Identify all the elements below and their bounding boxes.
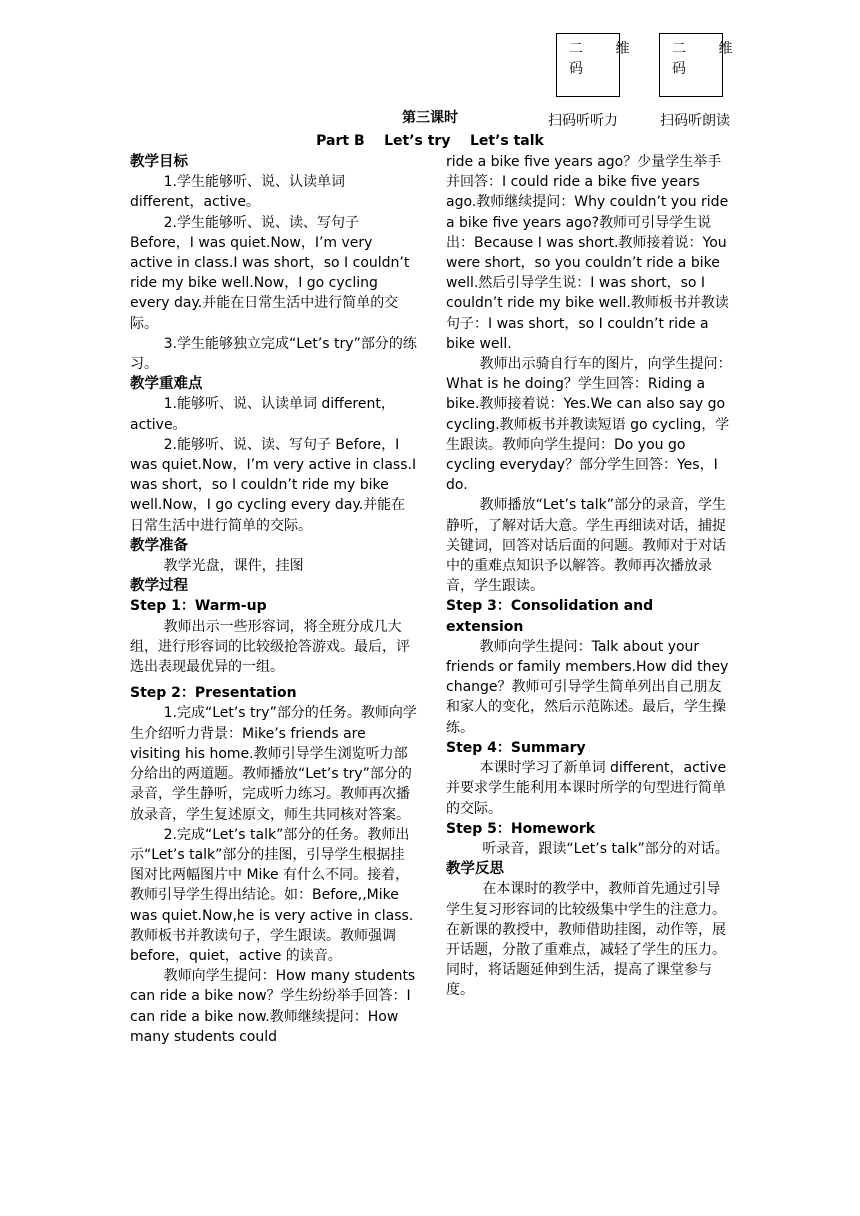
qr-label: 二 维: [672, 41, 747, 57]
step-4-text: 本课时学习了新单词 different，active 并要求学生能利用本课时所学的句型进行简单的交际。: [446, 760, 727, 817]
key-point-2: 2.能够听、说、读、写句子 Before，I was quiet.Now，I’m very active in class.I was short，so I couldn’t ride my bike well.Now，I go cycling every day.并能在日常生活中进行简单的交际。: [130, 436, 417, 534]
qr-label-2: 码: [569, 61, 583, 77]
step-4-heading: Step 4：Summary: [446, 739, 586, 756]
goal-1: 1.学生能够听、说、认读单词 different，active。: [130, 174, 345, 211]
lesson-title: 第三课时: [402, 110, 458, 126]
reflection-text: 在本课时的教学中，教师首先通过引导学生复习形容词的比较级集中学生的注意力。在新课的教授中，教师借助挂图，动作等，展开话题，分散了重难点，减轻了学生的压力。同时，将话题延伸到生活，提高了课堂参与度。: [446, 881, 726, 999]
qr-code-listening: [556, 33, 644, 97]
step-3-text: 教师向学生提问：Talk about your friends or family members.How did they change？教师可引导学生简单列出自己朋友和家人的变化，然后示范陈述。最后，学生操练。: [446, 638, 729, 736]
left-column: [130, 152, 418, 1047]
heading-process: 教学过程: [130, 578, 188, 595]
heading-goals: 教学目标: [130, 154, 188, 170]
preparation-text: 教学光盘，课件，挂图: [163, 558, 304, 575]
qr-label: 二 维: [569, 41, 644, 57]
step-2-heading: Step 2：Presentation: [130, 685, 297, 702]
step-5-text: 听录音，跟读“Let’s talk”部分的对话。: [482, 840, 729, 857]
step-2-paragraph-3: 教师向学生提问：How many students can ride a bike now？学生纷纷举手回答：I can ride a bike now.教师继续提问：How many students could: [130, 968, 416, 1045]
goal-2: 2.学生能够听、说、读、写句子 Before，I was quiet.Now，I’m very active in class.I was short，so I couldn’t ride my bike well.Now，I go cycling every day.并能在日常生活中进行简单的交际。: [130, 214, 410, 332]
right-paragraph-1: ride a bike five years ago？少量学生举手并回答：I could ride a bike five years ago.教师继续提问：Why couldn’t you ride a bike five years ago?教师可引导学生说出：Because I was short.教师接着说：You were short，so you couldn’t ride a bike well.然后引导学生说：I was short，so I couldn’t ride my bike well.教师板书并教读句子：I was short，so I couldn’t ride a bike well.: [446, 154, 729, 352]
step-5-heading: Step 5：Homework: [446, 820, 596, 837]
qr-label-2: 码: [672, 61, 686, 77]
qr-caption-listening: 扫码听听力: [548, 113, 618, 129]
step-1-heading: Step 1：Warm-up: [130, 598, 267, 615]
right-paragraph-3: 教师播放“Let’s talk”部分的录音，学生静听，了解对话大意。学生再细读对话，捕捉关键词，回答对话后面的问题。教师对于对话中的重难点知识予以解答。教师再次播放录音，学生跟读。: [446, 497, 727, 595]
step-2-paragraph-2: 2.完成“Let’s talk”部分的任务。教师出示“Let’s talk”部分的挂图，引导学生根据挂图对比两幅图片中 Mike 有什么不同。接着，教师引导学生得出结论。如：Before,,Mike was quiet.Now,he is very active in class.教师板书并教读句子，学生跟读。教师强调 before，quiet，active 的读音。: [130, 826, 414, 964]
step-3-heading: Step 3：Consolidation and extension: [446, 598, 654, 635]
heading-key-points: 教学重难点: [130, 376, 203, 393]
key-point-1: 1.能够听、说、认读单词 different，active。: [130, 396, 395, 433]
goal-3: 3.学生能够独立完成“Let’s try”部分的练习。: [130, 335, 417, 373]
right-paragraph-2: 教师出示骑自行车的图片，向学生提问：What is he doing？学生回答：Riding a bike.教师接着说：Yes.We can also say go cycling.教师板书并教读短语 go cycling，学生跟读。教师向学生提问：Do you go cycling everyday？部分学生回答：Yes，I do.: [446, 356, 732, 494]
qr-caption-reading: 扫码听朗读: [660, 113, 730, 129]
step-1-text: 教师出示一些形容词，将全班分成几大组，进行形容词的比较级抢答游戏。最后，评选出表现最优异的一组。: [130, 618, 410, 676]
heading-reflection: 教学反思: [446, 861, 504, 878]
right-column: [446, 152, 734, 1001]
step-2-paragraph-1: 1.完成“Let’s try”部分的任务。教师向学生介绍听力背景：Mike’s friends are visiting his home.教师引导学生浏览听力部分给出的两道题。教师播放“Let’s try”部分的录音，学生静听，完成听力练习。教师再次播放录音，学生复述原文，师生共同核对答案。: [130, 705, 417, 823]
qr-code-reading: [659, 33, 747, 97]
lesson-subtitle: Part B Let’s try Let’s talk: [316, 133, 544, 149]
heading-preparation: 教学准备: [130, 537, 188, 554]
